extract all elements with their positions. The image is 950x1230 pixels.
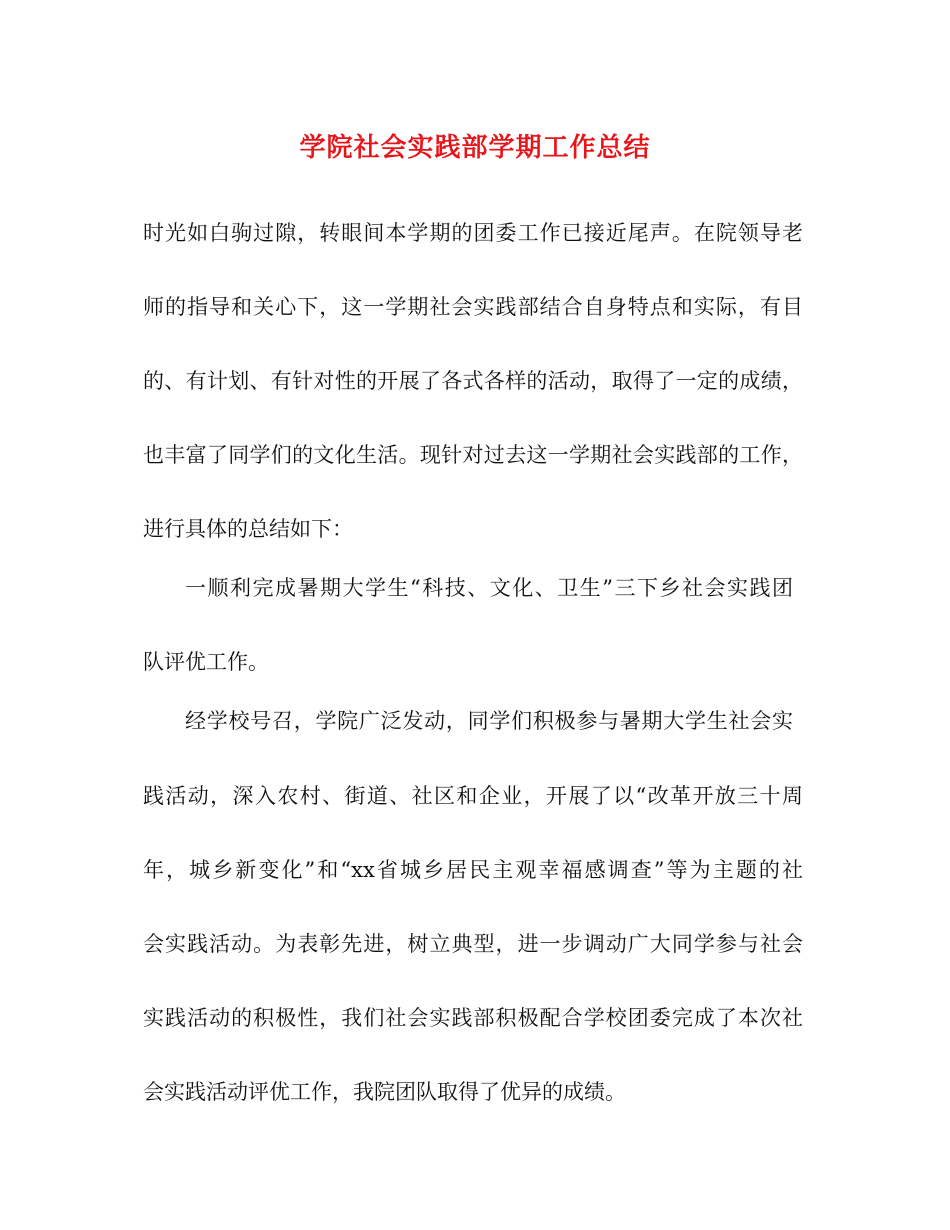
paragraph-line: 年，城乡新变化”和“xx省城乡居民主观幸福感调查”等为主题的社 [143, 858, 803, 882]
paragraph-line: 践活动，深入农村、街道、社区和企业，开展了以“改革开放三十周 [143, 784, 803, 808]
paragraph-line: 的、有计划、有针对性的开展了各式各样的活动，取得了一定的成绩， [143, 369, 803, 393]
paragraph-line: 会实践活动。为表彰先进，树立典型，进一步调动广大同学参与社会 [143, 932, 803, 956]
paragraph-line: 也丰富了同学们的文化生活。现针对过去这一学期社会实践部的工作， [143, 443, 803, 467]
paragraph-line: 实践活动的积极性，我们社会实践部积极配合学校团委完成了本次社 [143, 1006, 803, 1030]
paragraph-line: 进行具体的总结如下： [143, 517, 353, 541]
paragraph-line: 经学校号召，学院广泛发动，同学们积极参与暑期大学生社会实 [185, 709, 793, 733]
paragraph-line: 队评优工作。 [143, 650, 269, 674]
paragraph-line: 会实践活动评优工作，我院团队取得了优异的成绩。 [143, 1080, 626, 1104]
paragraph-line: 一顺利完成暑期大学生“科技、文化、卫生”三下乡社会实践团 [185, 576, 793, 600]
paragraph-line: 师的指导和关心下，这一学期社会实践部结合自身特点和实际，有目 [143, 295, 803, 319]
paragraph-line: 时光如白驹过隙，转眼间本学期的团委工作已接近尾声。在院领导老 [143, 221, 803, 245]
document-title: 学院社会实践部学期工作总结 [299, 133, 651, 163]
